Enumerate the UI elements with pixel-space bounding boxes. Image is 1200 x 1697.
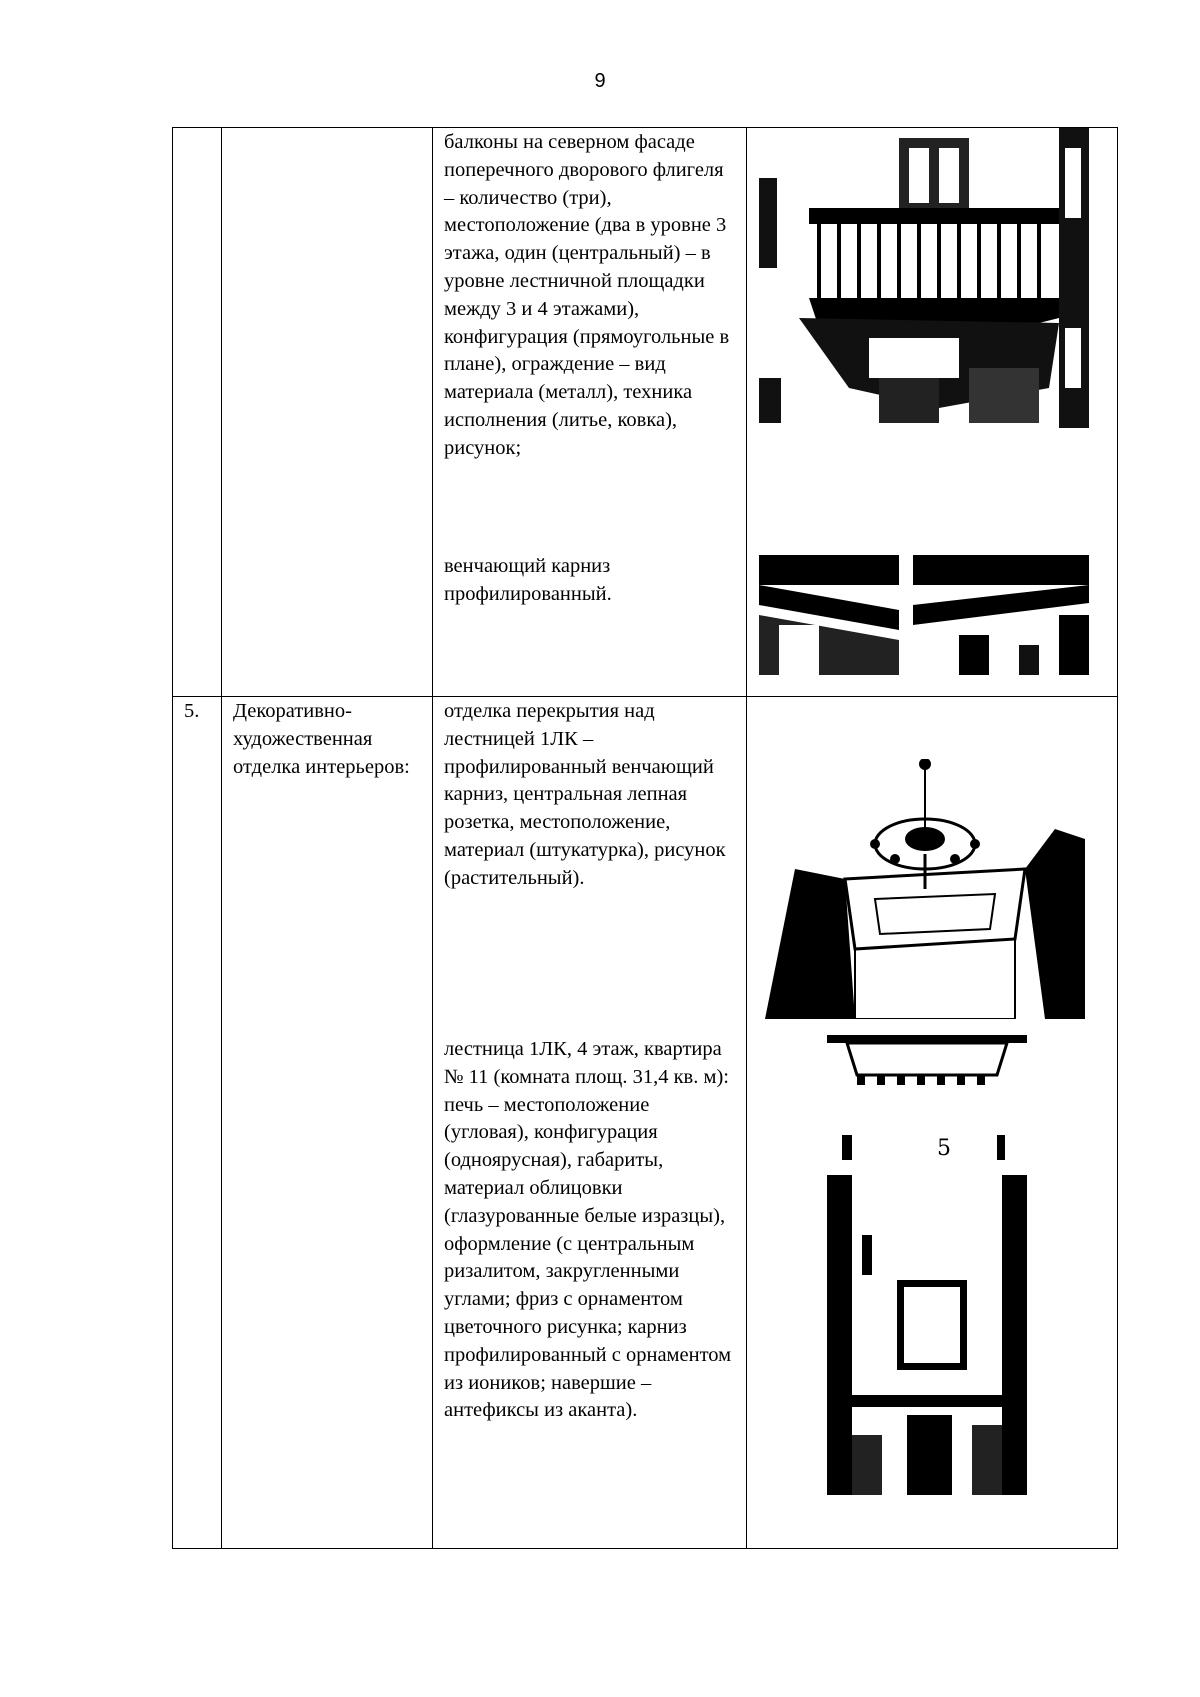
table-row: [173, 697, 1118, 1549]
row-number-cell: 5.: [173, 697, 222, 1549]
row-name-cell: Декоративно-художественная отделка интерьеров:: [222, 697, 433, 1549]
item-description: балконы на северном фасаде поперечного дворового флигеля – количество (три), местоположение (два в уровне 3 этажа, один (центральный) – в уровне лестничной площадки между 3 и 4 этажами), конфигурация (прямоугольные в плане), ограждение – вид материала (металл), техника исполнения (литье, ковка), рисунок;: [444, 131, 730, 459]
row-description-cell: [433, 128, 747, 697]
ceiling-chandelier-photo: [765, 759, 1085, 1019]
monument-features-table: [172, 127, 1118, 1549]
page-number: 9: [594, 70, 606, 92]
item-description: отделка перекрытия над лестницей 1ЛК – профилированный венчающий карниз, центральная лепная розетка, местоположение, материал (штукатурка), рисунок (растительный).: [444, 700, 726, 889]
balcony-photo: [759, 128, 1089, 428]
table-row: [173, 128, 1118, 697]
stove-photo: [827, 1035, 1027, 1495]
row-photo-cell: [747, 128, 1118, 697]
item-description: лестница 1ЛК, 4 этаж, квартира № 11 (комната площ. 31,4 кв. м): печь – местоположение (угловая), конфигурация (одноярусная), габариты, материал облицовки (глазурованные белые изразцы), оформление (с центральным ризалитом, закругленными углами; фриз с орнаментом цветочного рисунка; карниз профилированный с орнаментом из иоников; навершие – антефиксы из аканта).: [444, 1038, 732, 1422]
cornice-photo: [759, 555, 1089, 675]
row-photo-cell: [747, 697, 1118, 1549]
row-description-cell: [433, 697, 747, 1549]
row-name-cell: [222, 128, 433, 697]
row-number-cell: [173, 128, 222, 697]
item-description: венчающий карниз профилированный.: [444, 555, 612, 605]
stove-number-mark: 5: [937, 1136, 951, 1161]
